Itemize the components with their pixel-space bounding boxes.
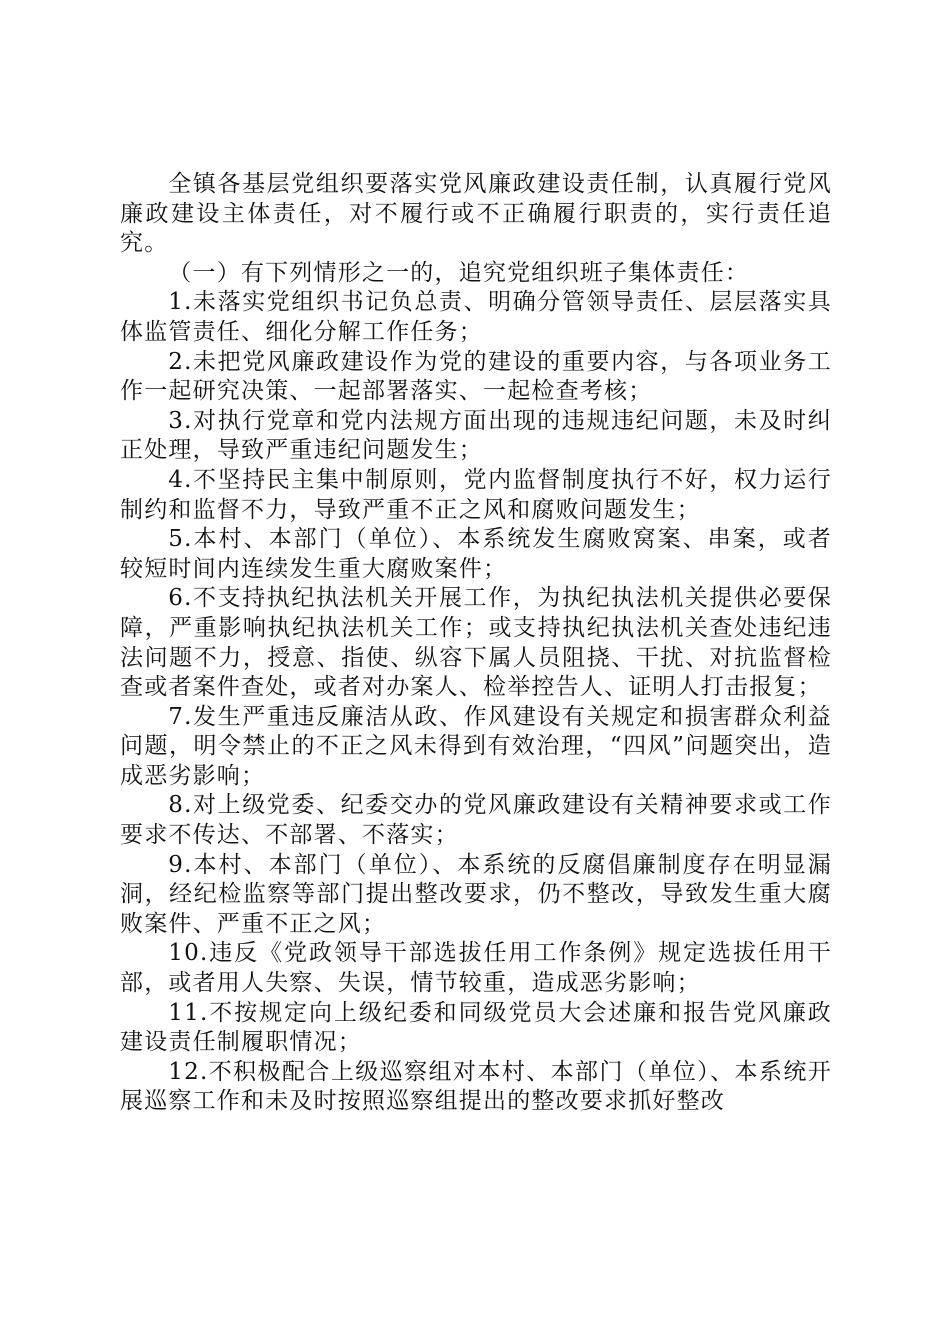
list-item-2: 2.未把党风廉政建设作为党的建设的重要内容，与各项业务工作一起研究决策、一起部署落实、一起检查考核； [120,348,832,405]
paragraph-intro: 全镇各基层党组织要落实党风廉政建设责任制，认真履行党风廉政建设主体责任，对不履行或不正确履行职责的，实行责任追究。 [120,171,832,257]
list-item-1: 1.未落实党组织书记负总责、明确分管领导责任、层层落实具体监管责任、细化分解工作任务； [120,289,832,345]
list-item-4: 4.不坚持民主集中制原则，党内监督制度执行不好，权力运行制约和监督不力，导致严重不正之风和腐败问题发生； [120,466,832,523]
list-item-6: 6.不支持执纪执法机关开展工作，为执纪执法机关提供必要保障，严重影响执纪执法机关工作；或支持执纪执法机关查处违纪违法问题不力，授意、指使、纵容下属人员阻挠、干扰、对抗监督检查或者案件查处，或者对办案人、检举控告人、证明人打击报复； [120,585,832,701]
list-item-10: 10.违反《党政领导干部选拔任用工作条例》规定选拔任用干部，或者用人失察、失误，情节较重，造成恶劣影响； [120,940,832,997]
document-body [120,170,832,1117]
list-item-7: 7.发生严重违反廉洁从政、作风建设有关规定和损害群众利益问题，明令禁止的不正之风未得到有效治理，“四风”问题突出，造成恶劣影响； [120,703,832,789]
list-item-11: 11.不按规定向上级纪委和同级党员大会述廉和报告党风廉政建设责任制履职情况； [120,999,832,1056]
list-item-3: 3.对执行党章和党内法规方面出现的违规违纪问题，未及时纠正处理，导致严重违纪问题发生； [120,407,832,464]
section-heading: （一）有下列情形之一的，追究党组织班子集体责任： [168,259,750,286]
list-item-8: 8.对上级党委、纪委交办的党风廉政建设有关精神要求或工作要求不传达、不部署、不落实； [120,792,832,849]
list-item-5: 5.本村、本部门（单位）、本系统发生腐败窝案、串案，或者较短时间内连续发生重大腐败案件； [120,526,832,582]
list-item-9: 9.本村、本部门（单位）、本系统的反腐倡廉制度存在明显漏洞，经纪检监察等部门提出整改要求，仍不整改，导致发生重大腐败案件、严重不正之风； [120,851,832,937]
list-item-12: 12.不积极配合上级巡察组对本村、本部门（单位）、本系统开展巡察工作和未及时按照巡察组提出的整改要求抓好整改 [120,1058,832,1115]
